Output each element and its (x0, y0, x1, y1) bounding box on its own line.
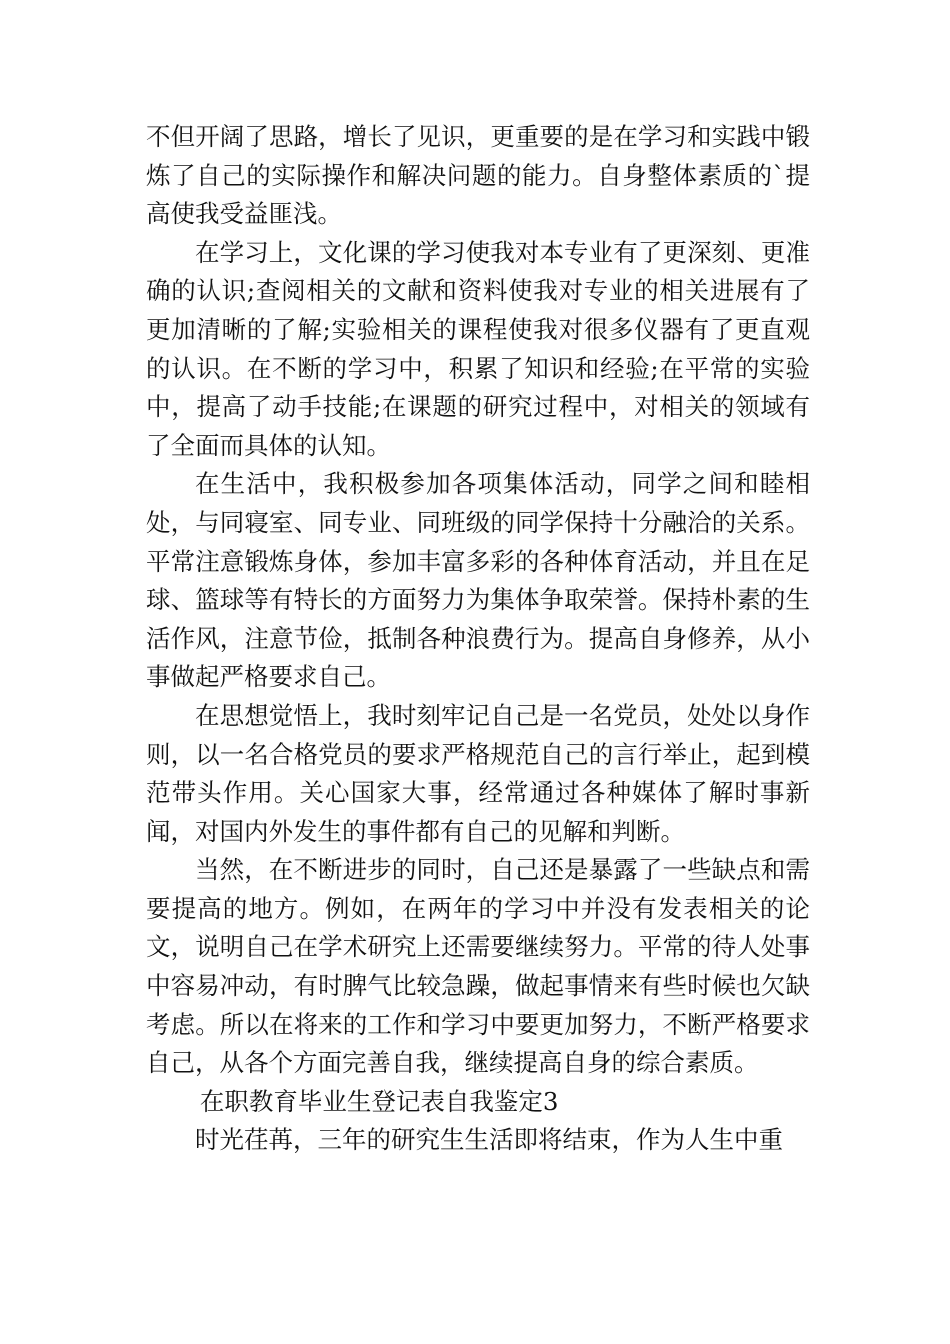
paragraph-opening: 时光荏苒，三年的研究生生活即将结束，作为人生中重 (195, 1125, 783, 1155)
paragraph-continuation: 不但开阔了思路，增长了见识，更重要的是在学习和实践中锻炼了自己的实际操作和解决问题的能力。自身整体素质的`提高使我受益匪浅。 (146, 122, 810, 229)
paragraph-life: 在生活中，我积极参加各项集体活动，同学之间和睦相处，与同寝室、同专业、同班级的同学保持十分融洽的关系。平常注意锻炼身体，参加丰富多彩的各种体育活动，并且在足球、篮球等有特长的方面努力为集体争取荣誉。保持朴素的生活作风，注意节俭，抵制各种浪费行为。提高自身修养，从小事做起严格要求自己。 (146, 469, 810, 692)
section-heading: 在职教育毕业生登记表自我鉴定3 (199, 1086, 559, 1116)
paragraph-study: 在学习上，文化课的学习使我对本专业有了更深刻、更准确的认识;查阅相关的文献和资料使我对专业的相关进展有了更加清晰的了解;实验相关的课程使我对很多仪器有了更直观的认识。在不断的学习中，积累了知识和经验;在平常的实验中，提高了动手技能;在课题的研究过程中，对相关的领域有了全面而具体的认知。 (146, 237, 810, 460)
document-body (146, 118, 810, 1160)
paragraph-shortcomings: 当然，在不断进步的同时，自己还是暴露了一些缺点和需要提高的地方。例如，在两年的学习中并没有发表相关的论文，说明自己在学术研究上还需要继续努力。平常的待人处事中容易冲动，有时脾气比较急躁，做起事情来有些时候也欠缺考虑。所以在将来的工作和学习中要更加努力，不断严格要求自己，从各个方面完善自我，继续提高自身的综合素质。 (146, 855, 810, 1078)
paragraph-ideology: 在思想觉悟上，我时刻牢记自己是一名党员，处处以身作则，以一名合格党员的要求严格规范自己的言行举止，起到模范带头作用。关心国家大事，经常通过各种媒体了解时事新闻，对国内外发生的事件都有自己的见解和判断。 (146, 700, 810, 846)
